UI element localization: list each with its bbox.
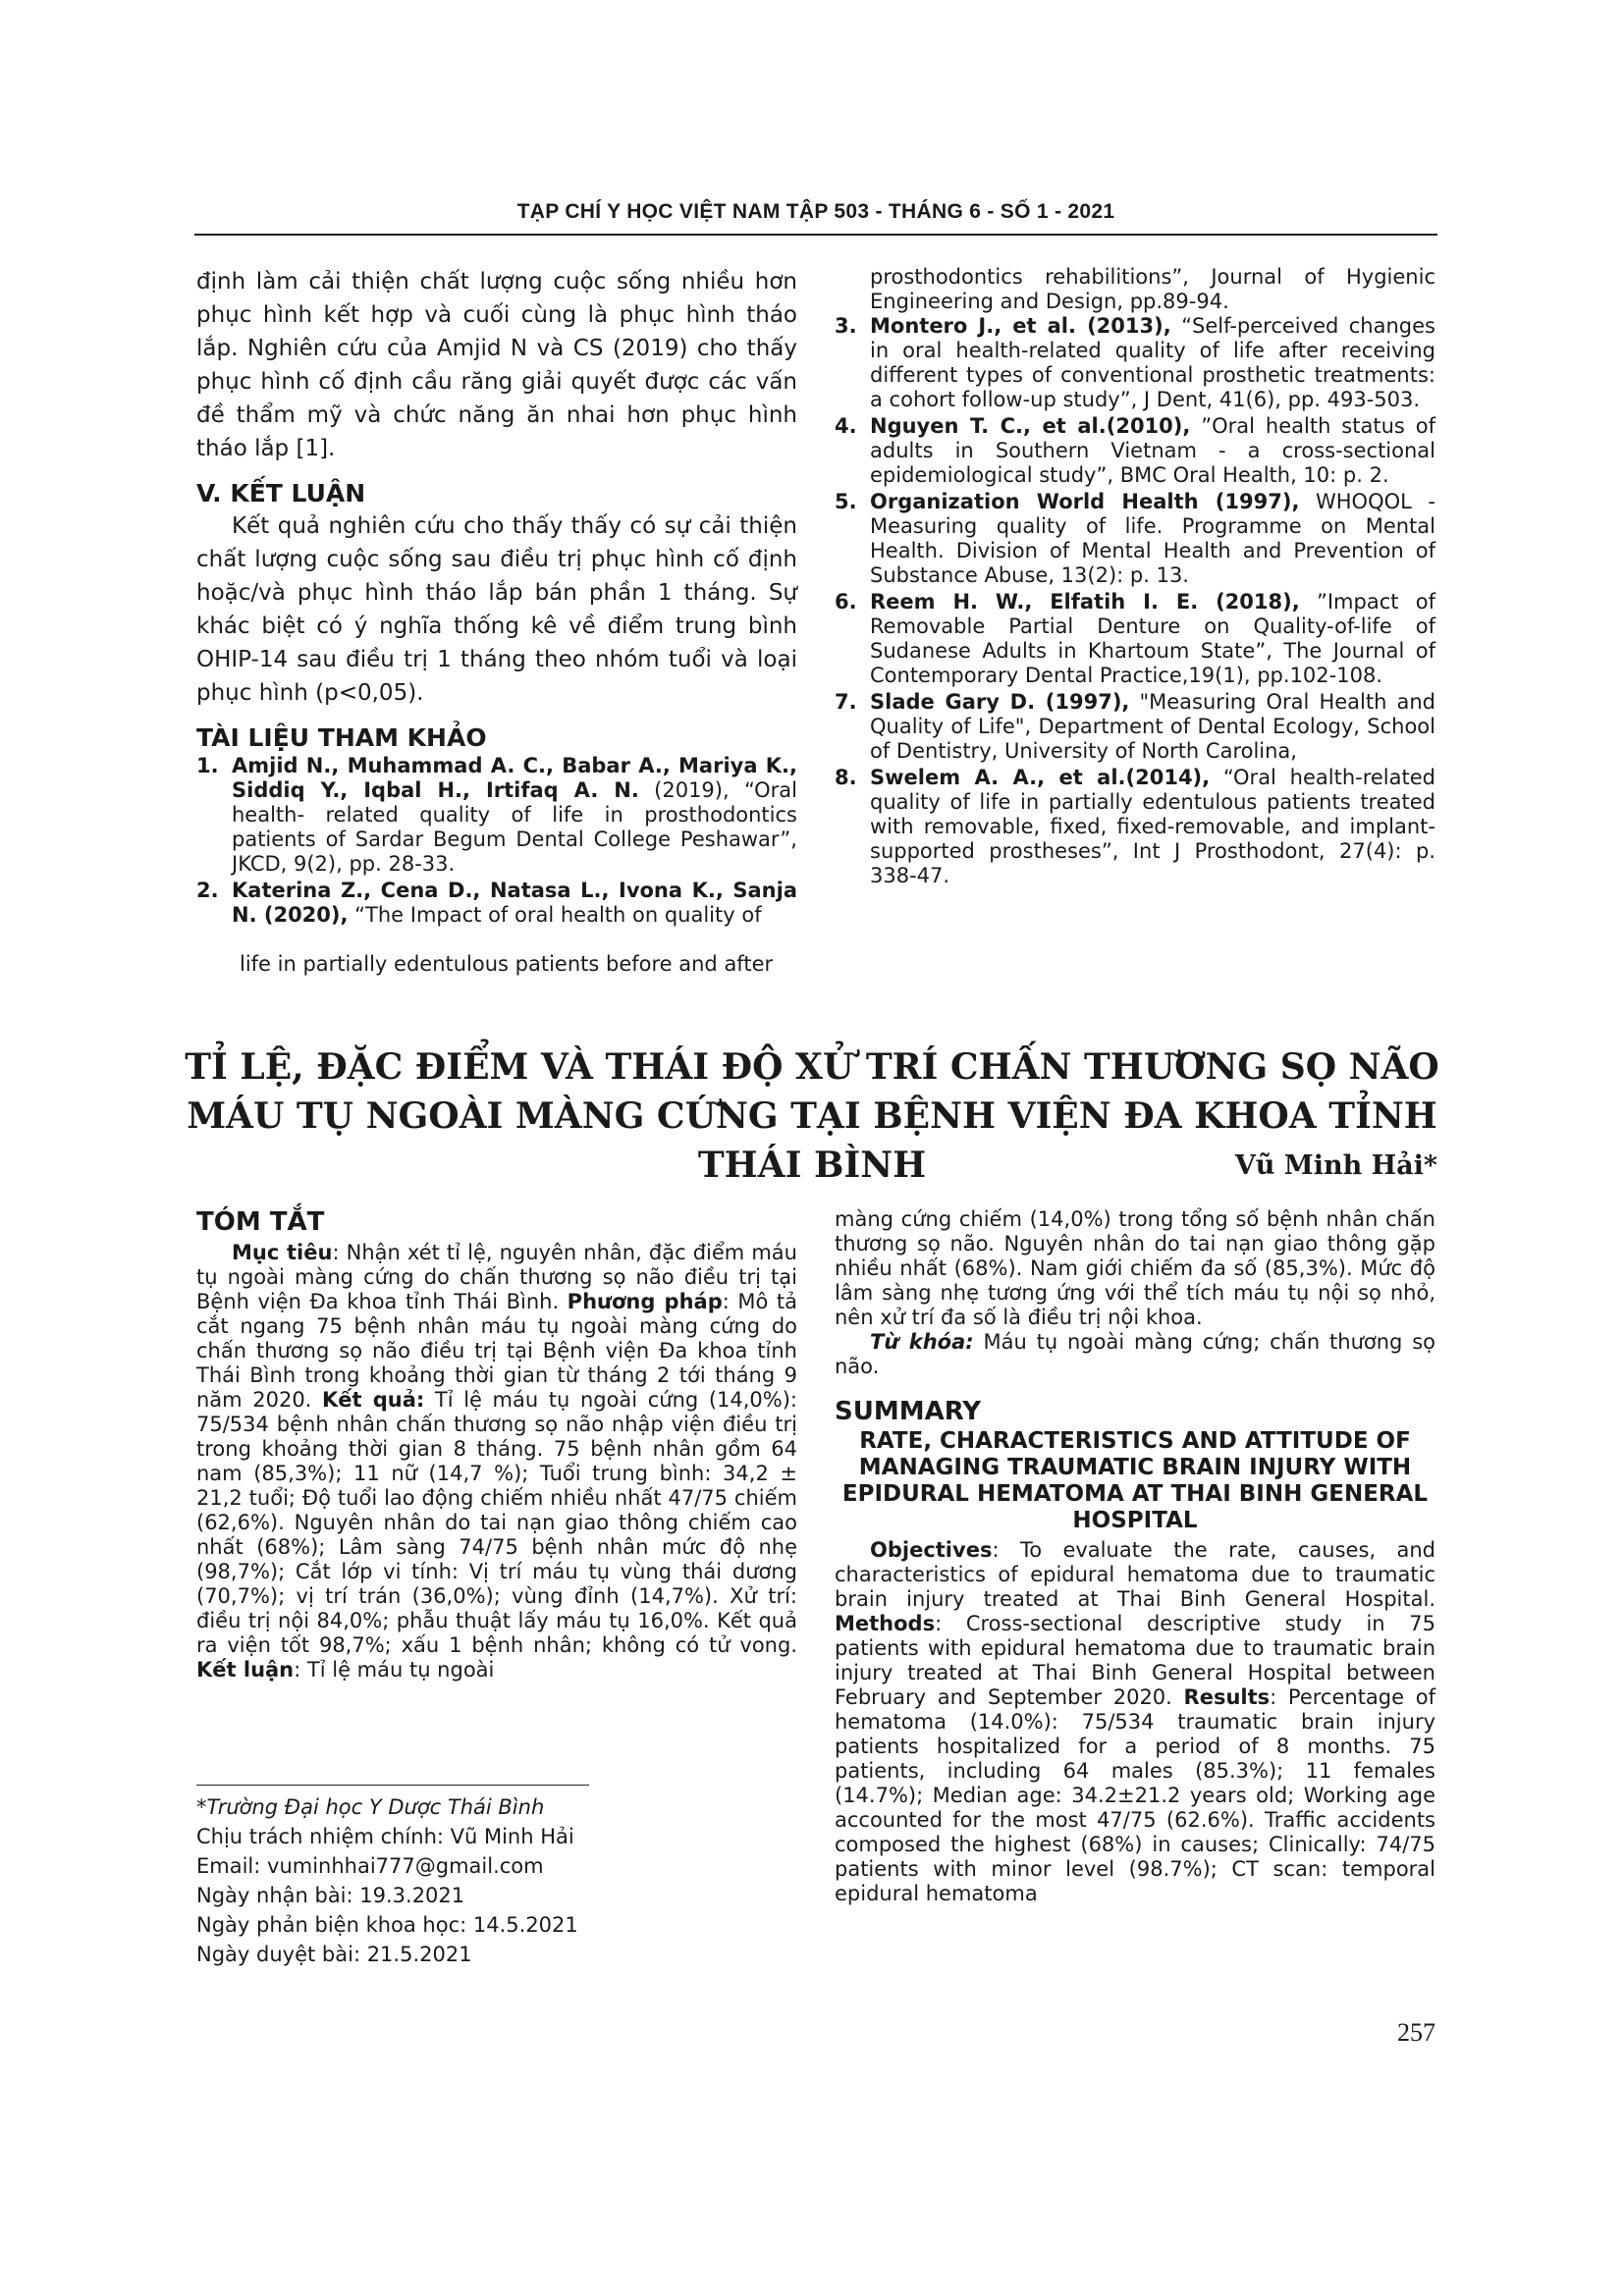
reference-text: WHOQOL - Measuring quality of life. Programme on Mental Health. Division of Mental Health and Prevention of Substance Abuse, 13(2): p. 13. — [870, 490, 1435, 587]
reference-text: ”Impact of Removable Partial Denture on Quality-of-life of Sudanese Adults in Khartoum State”, The Journal of Contemporary Dental Practice,19(1), pp.102-108. — [870, 590, 1435, 687]
continued-paragraph: định làm cải thiện chất lượng cuộc sống nhiều hơn phục hình kết hợp và cuối cùng là phục hình tháo lắp. Nghiên cứu của Amjid N và CS (2019) cho thấy phục hình cố định cầu răng giải quyết được các vấn đề thẩm mỹ và chức năng ăn nhai hơn phục hình tháo lắp [1]. — [196, 269, 797, 461]
reference-item — [835, 490, 1435, 588]
method-label: Phương pháp — [567, 1290, 723, 1313]
reference-number: 7. — [835, 690, 857, 714]
reference-authors: Amjid N., Muhammad A. C., Babar A., Mariya K., Siddiq Y., Iqbal H., Irtifaq A. N. — [232, 754, 797, 802]
page-number: 257 — [1397, 2018, 1435, 2047]
summary-heading: SUMMARY — [835, 1397, 982, 1426]
abstract-vi-continued: màng cứng chiếm (14,0%) trong tổng số bệnh nhân chấn thương sọ não. Nguyên nhân do tai nạn giao thông gặp nhiều nhất (68%). Nam giới chiếm đa số (85,3%). Mức độ lâm sàng nhẹ tương ứng với thể tích máu tụ nội sọ nhỏ, nên xử trí đa số là điều trị nội khoa. — [835, 1207, 1435, 1329]
objectives-text: : To evaluate the rate, causes, and characteristics of epidural hematoma due to traumatic brain injury treated at Thai Binh General Hospital. — [835, 1538, 1435, 1611]
reference-item — [835, 690, 1435, 764]
reference-item — [196, 754, 797, 877]
footnote-responsible: Chịu trách nhiệm chính: Vũ Minh Hải — [196, 1825, 574, 1848]
conclusion-text: Kết quả nghiên cứu cho thấy thấy có sự cải thiện chất lượng cuộc sống sau điều trị phục hình cố định hoặc/và phục hình tháo lắp bán phần 1 tháng. Sự khác biệt có ý nghĩa thống kê về điểm trung bình OHIP-14 sau điều trị 1 tháng theo nhóm tuổi và loại phục hình (p<0,05). — [196, 513, 797, 706]
footnote-approved: Ngày duyệt bài: 21.5.2021 — [196, 1943, 472, 1966]
reference-2-continued: prosthodontics rehabilitions”, Journal of Hygienic Engineering and Design, pp.89-94. — [870, 265, 1435, 313]
reference-list-left — [196, 754, 797, 928]
footnote-received: Ngày nhận bài: 19.3.2021 — [196, 1884, 465, 1907]
reference-authors: Reem H. W., Elfatih I. E. (2018), — [870, 590, 1300, 614]
reference-number: 8. — [835, 766, 857, 789]
reference-text: (2019), “Oral health- related quality of life in prosthodontics patients of Sardar Begum Dental College Peshawar”, JKCD, 9(2), pp. 28-33. — [232, 778, 797, 876]
objective-text: : Nhận xét tỉ lệ, nguyên nhân, đặc điểm máu tụ ngoài màng cứng do chấn thương sọ não điều trị tại Bệnh viện Đa khoa tỉnh Thái Bình. — [196, 1241, 797, 1313]
keywords-text: Máu tụ ngoài màng cứng; chấn thương sọ não. — [835, 1330, 1435, 1378]
reference-authors: Organization World Health (1997), — [870, 490, 1300, 513]
conclusion-label: Kết luận — [196, 1658, 295, 1682]
header-rule — [194, 234, 1437, 236]
abstract-vi-text — [196, 1241, 797, 1682]
reference-authors: Slade Gary D. (1997), — [870, 690, 1130, 714]
reference-authors: Nguyen T. C., et al.(2010), — [870, 414, 1191, 438]
reference-item — [196, 879, 797, 928]
reference-authors: Katerina Z., Cena D., Natasa L., Ivona K., Sanja N. (2020), — [232, 879, 797, 927]
footnote-reviewed: Ngày phản biện khoa học: 14.5.2021 — [196, 1913, 578, 1937]
reference-text: “Self-perceived changes in oral health-related quality of life after receiving different types of conventional prosthetic treatments: a cohort follow-up study”, J Dent, 41(6), pp. 493-503. — [870, 314, 1435, 411]
reference-item — [835, 414, 1435, 488]
reference-number: 6. — [835, 590, 857, 614]
conclusion-title: V. KẾT LUẬN — [196, 479, 366, 507]
references-title: TÀI LIỆU THAM KHẢO — [196, 723, 487, 752]
left-column-top — [196, 265, 797, 930]
reference-authors: Swelem A. A., et al.(2014), — [870, 766, 1211, 789]
methods-text: : Cross-sectional descriptive study in 75 patients with epidural hematoma due to traumatic brain injury treated at Thai Binh General Hospital between February and September 2020. — [835, 1612, 1435, 1709]
results-label: Results — [1183, 1685, 1271, 1709]
reference-item — [835, 590, 1435, 688]
reference-number: 2. — [196, 879, 219, 902]
reference-number: 5. — [835, 490, 857, 513]
conclusion-abstract-text: : Tỉ lệ máu tụ ngoài — [294, 1658, 495, 1682]
results-text: : Percentage of hematoma (14.0%): 75/534 traumatic brain injury patients hospitalized for a period of 8 months. 75 patients, including 64 males (85.3%); 11 females (14.7%); Median age: 34.2±21.2 years old; Working age accounted for the most 47/75 (62.6%). Traffic accidents composed the highest (68%) in causes; Clinically: 74/75 patients with minor level (98.7%); CT scan: temporal epidural hematoma — [835, 1685, 1435, 1905]
reference-list-right — [835, 314, 1435, 888]
reference-number: 4. — [835, 414, 857, 438]
result-text: Tỉ lệ máu tụ ngoài cứng (14,0%): 75/534 bệnh nhân chấn thương sọ não nhập viện điều trị trong khoảng thời gian 8 tháng. 75 bệnh nhân gồm 64 nam (85,3%); 11 nữ (14,7 %); Tuổi trung bình: 34,2 ± 21,2 tuổi; Độ tuổi lao động chiếm nhiều nhất 47/75 chiếm (62,6%). Nguyên nhân do tai nạn giao thông chiếm cao nhất (68%); Lâm sàng 74/75 bệnh nhân mức độ nhẹ (98,7%); Cắt lớp vi tính: Vị trí máu tụ vùng thái dương (70,7%); vị trí trán (36,0%); vùng đỉnh (14,7%). Xử trí: điều trị nội 84,0%; phẫu thuật lấy máu tụ 16,0%. Kết quả ra viện tốt 98,7%; xấu 1 bệnh nhân; không có tử vong. — [196, 1388, 798, 1657]
reference-text: “Oral health-related quality of life in partially edentulous patients treated with removable, fixed, fixed-removable, and implant-supported prostheses”, Int J Prosthodont, 27(4): p. 338-47. — [870, 766, 1435, 887]
keywords-label: Từ khóa: — [870, 1330, 974, 1354]
footnote — [196, 1792, 797, 1969]
summary-text — [835, 1538, 1435, 1906]
objectives-label: Objectives — [870, 1538, 993, 1562]
reference-2-tail: life in partially edentulous patients before and after — [240, 952, 774, 976]
result-label: Kết quả: — [321, 1388, 425, 1412]
footnote-email: Email: vuminhhai777@gmail.com — [196, 1854, 544, 1878]
abstract-vi-column — [196, 1207, 797, 1682]
reference-item — [835, 314, 1435, 412]
reference-authors: Montero J., et al. (2013), — [870, 314, 1171, 338]
reference-text: ”Oral health status of adults in Southern Vietnam - a cross-sectional epidemiological study”, BMC Oral Health, 10: p. 2. — [870, 414, 1435, 487]
right-column-top — [835, 265, 1435, 890]
reference-number: 1. — [196, 754, 219, 777]
objective-label: Mục tiêu — [232, 1241, 333, 1264]
keywords — [835, 1330, 1435, 1379]
reference-number: 3. — [835, 314, 857, 338]
reference-text: “The Impact of oral health on quality of — [348, 903, 762, 927]
reference-item — [835, 766, 1435, 888]
journal-header: TẠP CHÍ Y HỌC VIỆT NAM TẬP 503 - THÁNG 6 - SỐ 1 - 2021 — [516, 200, 1115, 223]
abstract-vi-heading: TÓM TẮT — [196, 1207, 325, 1237]
abstract-en-column — [835, 1207, 1435, 1906]
reference-text: "Measuring Oral Health and Quality of Life", Department of Dental Ecology, School of Dentistry, University of North Carolina, — [870, 690, 1435, 763]
article-title: TỈ LỆ, ĐẶC ĐIỂM VÀ THÁI ĐỘ XỬ TRÍ CHẤN THƯƠNG SỌ NÃO MÁU TỤ NGOÀI MÀNG CỨNG TẠI BỆNH VIỆN ĐA KHOA TỈNH THÁI BÌNH — [185, 1046, 1439, 1186]
methods-label: Methods — [835, 1612, 936, 1635]
method-text: : Mô tả cắt ngang 75 bệnh nhân máu tụ ngoài màng cứng do chấn thương sọ não điều trị tại Bệnh viện Đa khoa tỉnh Thái Bình trong khoảng thời gian từ tháng 2 tới tháng 9 năm 2020. — [196, 1290, 797, 1412]
footnote-rule — [196, 1785, 589, 1786]
summary-title: RATE, CHARACTERISTICS AND ATTITUDE OF MANAGING TRAUMATIC BRAIN INJURY WITH EPIDURAL HEMATOMA AT THAI BINH GENERAL HOSPITAL — [841, 1428, 1429, 1533]
footnote-affiliation: *Trường Đại học Y Dược Thái Bình — [196, 1795, 545, 1819]
author-name: Vũ Minh Hải* — [1234, 1150, 1437, 1181]
